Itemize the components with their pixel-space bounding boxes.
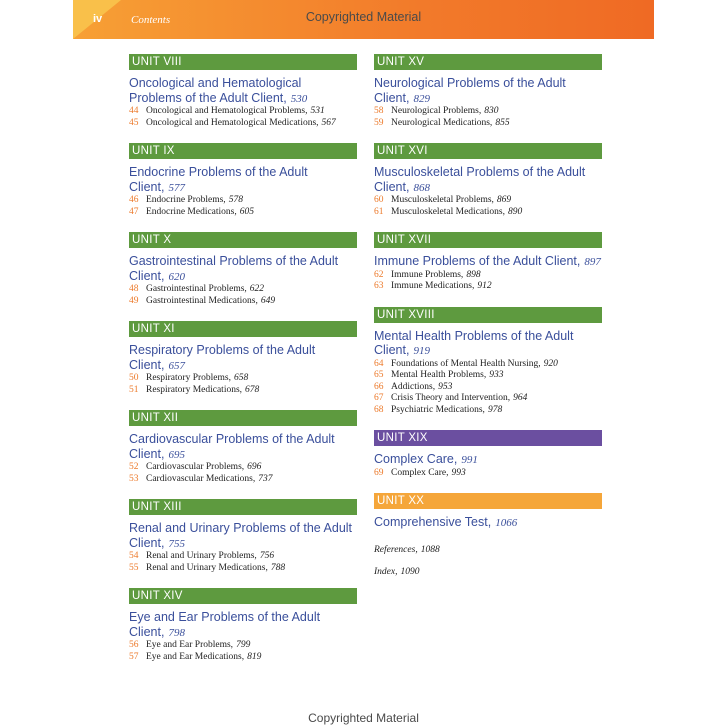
chapter-text [391,270,481,282]
chapter-text [391,195,511,207]
chapter-number: 65 [374,370,384,380]
chapter-number: 68 [374,404,384,415]
unit-title [374,515,602,531]
unit-title-text: Comprehensive Test, [374,515,492,529]
chapter-number: 45 [129,117,139,128]
unit-label-bar: UNIT XVIII [374,307,602,323]
chapter-number: 54 [129,551,139,561]
chapter-number: 67 [374,393,384,403]
chapter-title: Endocrine Medications, [146,206,237,217]
chapter-title: Crisis Theory and Intervention, [391,393,511,403]
unit-label-bar: UNIT XVII [374,232,602,248]
copyright-watermark-bottom: Copyrighted Material [308,711,419,725]
chapter-number: 50 [129,373,139,383]
chapter-number: 44 [129,106,139,116]
chapter-page-number: 658 [233,373,249,383]
chapter-entry [129,551,357,563]
toc-unit [129,232,357,307]
toc-unit [374,54,602,129]
chapter-title: Musculoskeletal Medications, [391,206,505,217]
chapter-page-number: 737 [258,473,273,484]
chapter-entry [129,195,357,207]
unit-page-number: 1066 [495,517,518,529]
chapter-text [146,373,248,385]
chapter-page-number: 830 [484,106,499,116]
chapter-page-number: 678 [245,384,260,395]
back-matter-entry [374,567,602,577]
unit-title [129,254,357,284]
chapter-page-number: 696 [247,462,262,472]
back-matter-entry [374,545,602,555]
chapter-entry [374,393,602,405]
chapter-number: 58 [374,106,384,116]
toc-unit [129,143,357,218]
chapter-text [391,382,452,394]
chapter-page-number: 605 [239,206,255,217]
unit-page-number: 897 [584,256,601,268]
chapter-text [391,393,527,405]
chapter-page-number: 819 [247,651,262,662]
chapter-number: 66 [374,381,384,392]
chapter-title: Respiratory Medications, [146,384,243,395]
chapter-title: Renal and Urinary Problems, [146,551,257,561]
chapter-text [146,207,254,219]
chapter-number: 57 [129,651,139,662]
unit-title-text: Eye and Ear Problems of the Adult Client, [129,610,321,639]
unit-page-number: 577 [168,181,185,194]
chapter-number: 46 [129,195,139,205]
back-matter-page: 1090 [400,566,420,577]
chapter-text [146,385,259,397]
unit-page-number: 657 [168,359,185,372]
toc-left-column [129,54,357,677]
unit-page-number: 868 [413,181,430,194]
chapter-title: Eye and Ear Problems, [146,640,234,650]
chapter-text [391,106,498,118]
chapter-number: 53 [129,473,139,484]
chapter-title: Gastrointestinal Medications, [146,295,258,306]
chapter-page-number: 869 [496,195,512,205]
chapter-page-number: 578 [228,195,243,205]
copyright-watermark-top: Copyrighted Material [305,10,422,24]
chapter-page-number: 953 [438,381,453,392]
chapter-page-number: 855 [495,117,510,128]
unit-page-number: 755 [168,537,185,550]
chapter-page-number: 788 [270,562,286,573]
unit-title [129,432,357,462]
unit-page-number: 530 [290,92,308,105]
chapter-text [146,551,274,563]
chapter-title: Oncological and Hematological Medications, [146,117,319,128]
unit-title-text: Complex Care, [374,452,458,466]
chapter-page-number: 933 [489,370,504,380]
chapter-number: 64 [374,358,384,369]
unit-title-text: Gastrointestinal Problems of the Adult Client, [129,254,339,283]
back-matter-title: References, [374,544,418,555]
unit-title-text: Endocrine Problems of the Adult Client, [129,165,308,194]
chapter-title: Cardiovascular Medications, [146,473,256,484]
chapter-entry [129,652,357,664]
chapter-page-number: 993 [451,467,466,478]
toc-unit [129,588,357,663]
chapter-text [391,207,522,219]
unit-title [129,343,357,373]
unit-title [129,165,357,195]
chapter-text [391,359,558,371]
back-matter-title: Index, [374,566,398,577]
toc-unit [129,54,357,129]
chapter-text [146,195,243,207]
unit-title-text: Oncological and Hematological Problems of the Adult Client, [129,76,302,105]
chapter-title: Neurological Problems, [391,106,482,116]
unit-label-bar: UNIT XV [374,54,602,70]
chapter-page-number: 978 [487,404,503,415]
toc-unit [374,143,602,218]
chapter-text [391,405,502,417]
chapter-page-number: 531 [310,106,325,116]
unit-title [374,452,602,468]
toc-unit [374,307,602,417]
unit-page-number: 829 [413,92,430,105]
chapter-number: 69 [374,467,384,478]
chapter-entry [129,640,357,652]
chapter-title: Respiratory Problems, [146,373,231,383]
chapter-title: Renal and Urinary Medications, [146,562,268,573]
chapter-entry [129,118,357,130]
chapter-title: Psychiatric Medications, [391,404,485,415]
toc-unit [129,499,357,574]
toc-unit [129,321,357,396]
chapter-number: 60 [374,195,384,205]
toc-unit [129,410,357,485]
unit-title [374,165,602,195]
chapter-number: 56 [129,640,139,650]
unit-title-text: Respiratory Problems of the Adult Client, [129,343,316,372]
chapter-page-number: 756 [259,551,275,561]
chapter-text [391,118,510,130]
section-label: Contents [131,14,171,26]
chapter-entry [129,373,357,385]
unit-label-bar: UNIT XVI [374,143,602,159]
chapter-text [146,284,264,296]
chapter-title: Eye and Ear Medications, [146,651,245,662]
toc-unit [374,232,602,293]
chapter-number: 61 [374,206,384,217]
chapter-text [146,563,285,575]
unit-page-number: 620 [168,270,185,283]
chapter-text [146,652,261,664]
chapter-text [146,106,325,118]
unit-page-number: 919 [413,345,430,357]
chapter-entry [374,118,602,130]
chapter-entry [129,385,357,397]
unit-page-number: 991 [461,454,478,466]
chapter-title: Immune Problems, [391,269,464,280]
chapter-number: 55 [129,562,139,573]
chapter-entry [129,462,357,474]
unit-label-bar: UNIT XX [374,493,602,509]
chapter-entry [374,106,602,118]
unit-page-number: 798 [168,626,185,639]
chapter-title: Musculoskeletal Problems, [391,195,494,205]
chapter-entry [374,370,602,382]
unit-label-bar: UNIT XII [129,410,357,426]
unit-label-bar: UNIT IX [129,143,357,159]
chapter-title: Immune Medications, [391,281,475,291]
chapter-number: 52 [129,462,139,472]
chapter-title: Cardiovascular Problems, [146,462,245,472]
chapter-entry [374,468,602,480]
chapter-number: 47 [129,206,139,217]
unit-title [374,76,602,106]
chapter-page-number: 622 [249,284,265,294]
chapter-entry [374,270,602,282]
chapter-title: Gastrointestinal Problems, [146,284,247,294]
unit-title-text: Musculoskeletal Problems of the Adult Client, [374,165,586,194]
unit-title-text: Neurological Problems of the Adult Client, [374,76,566,105]
page-number: iv [93,13,103,25]
chapter-page-number: 912 [477,281,492,291]
chapter-text [146,640,250,652]
unit-title [129,521,357,551]
unit-title-text: Immune Problems of the Adult Client, [374,254,581,268]
chapter-entry [129,207,357,219]
chapter-page-number: 920 [543,358,558,369]
chapter-text [391,370,504,382]
chapter-entry [374,382,602,394]
chapter-title: Endocrine Problems, [146,195,226,205]
chapter-text [146,118,336,130]
chapter-page-number: 649 [260,295,276,306]
toc-right-column [374,54,602,577]
page-header-bar [73,0,654,39]
chapter-text [146,474,272,486]
chapter-entry [129,563,357,575]
chapter-entry [374,359,602,371]
toc-unit [374,493,602,531]
unit-title-text: Renal and Urinary Problems of the Adult Client, [129,521,353,550]
unit-label-bar: UNIT XIII [129,499,357,515]
chapter-entry [374,281,602,293]
chapter-number: 51 [129,384,139,395]
chapter-number: 62 [374,269,384,280]
unit-label-bar: UNIT XIV [129,588,357,604]
chapter-entry [129,296,357,308]
chapter-entry [374,207,602,219]
unit-title [129,610,357,640]
chapter-number: 63 [374,281,384,291]
chapter-entry [129,474,357,486]
chapter-entry [129,284,357,296]
back-matter-page: 1088 [420,544,440,555]
chapter-number: 48 [129,284,139,294]
chapter-number: 49 [129,295,139,306]
unit-title-text: Cardiovascular Problems of the Adult Client, [129,432,335,461]
chapter-text [391,281,492,293]
unit-title [374,254,602,270]
chapter-entry [374,405,602,417]
unit-title [129,76,357,106]
unit-label-bar: UNIT XIX [374,430,602,446]
unit-page-number: 695 [168,448,185,461]
unit-title [374,329,602,359]
unit-label-bar: UNIT X [129,232,357,248]
unit-label-bar: UNIT VIII [129,54,357,70]
toc-unit [374,430,602,479]
unit-title-text: Mental Health Problems of the Adult Client, [374,328,574,357]
chapter-page-number: 567 [321,117,336,128]
chapter-page-number: 890 [507,206,523,217]
chapter-entry [374,195,602,207]
chapter-title: Mental Health Problems, [391,370,487,380]
chapter-page-number: 898 [466,269,481,280]
chapter-text [391,468,466,480]
chapter-page-number: 799 [236,640,251,650]
chapter-entry [129,106,357,118]
chapter-text [146,462,261,474]
chapter-title: Oncological and Hematological Problems, [146,106,308,116]
chapter-title: Complex Care, [391,467,449,478]
chapter-page-number: 964 [513,393,528,403]
unit-label-bar: UNIT XI [129,321,357,337]
chapter-title: Addictions, [391,381,436,392]
chapter-title: Neurological Medications, [391,117,493,128]
chapter-title: Foundations of Mental Health Nursing, [391,358,541,369]
chapter-text [146,296,275,308]
chapter-number: 59 [374,117,384,128]
